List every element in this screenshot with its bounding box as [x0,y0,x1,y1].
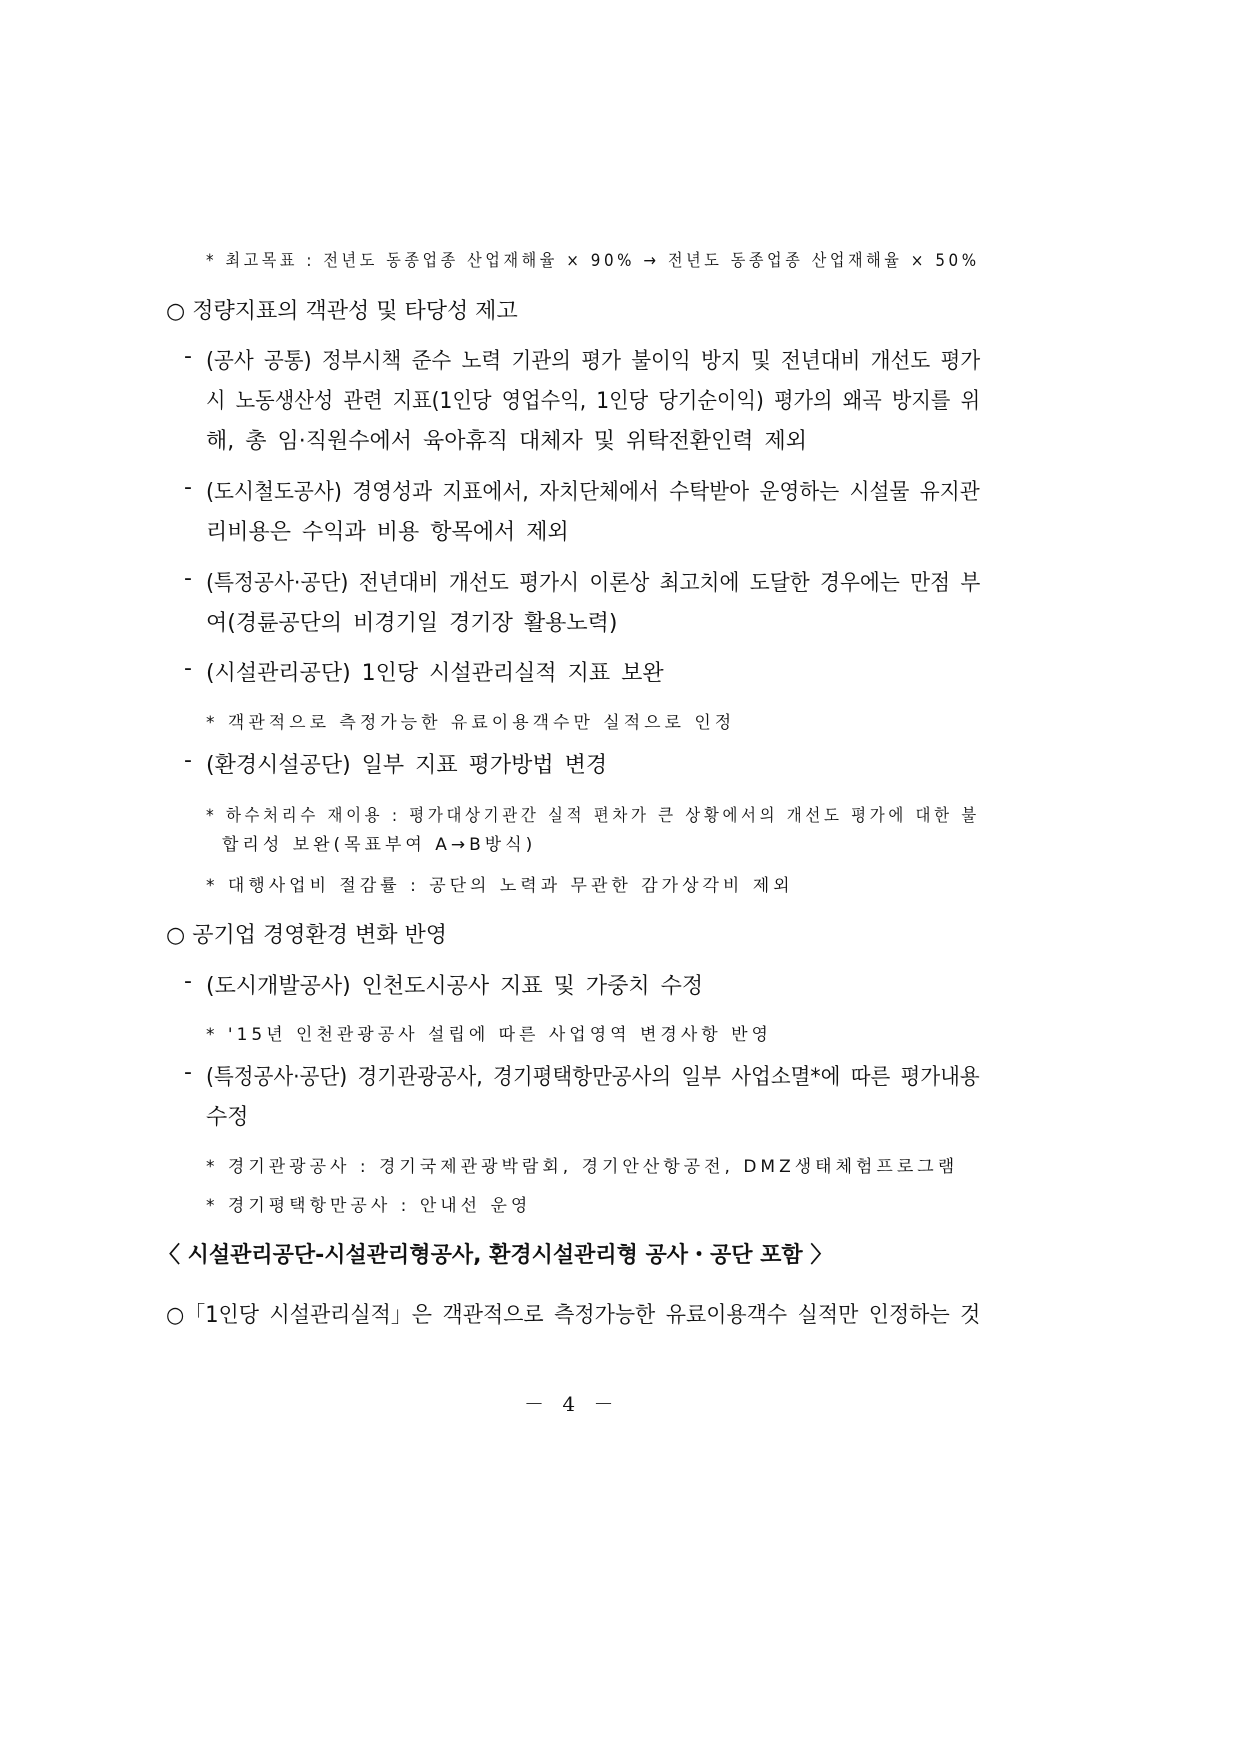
note-top-target: * 최고목표 : 전년도 동종업종 산업재해율 × 90% → 전년도 동종업종 산업재해율 × 50% [206,251,980,271]
paragraph-metro: (도시철도공사) 경영성과 지표에서, 자치단체에서 수탁받아 운영하는 시설물 유지관 [206,480,980,505]
note-facility: * 객관적으로 측정가능한 유료이용객수만 실적으로 인정 [206,713,736,733]
paragraph-facility-performance: ○「1인당 시설관리실적」은 객관적으로 측정가능한 유료이용객수 실적만 인정하는 것 [166,1303,981,1328]
note-gyeonggi-port: * 경기평택항만공사 : 안내선 운영 [206,1196,532,1216]
note-agency-cost: * 대행사업비 절감률 : 공단의 노력과 무관한 감가상각비 제외 [206,876,794,896]
section-heading-quantitative: ○ 정량지표의 객관성 및 타당성 제고 [166,299,518,324]
paragraph-gyeonggi: (특정공사·공단) 경기관광공사, 경기평택항만공사의 일부 사업소멸*에 따른 평가내용 [206,1065,980,1090]
paragraph-environment: (환경시설공단) 일부 지표 평가방법 변경 [206,753,608,778]
dash-marker: - [184,969,192,994]
note-incheon: * '15년 인천관광공사 설립에 따른 사업영역 변경사항 반영 [206,1025,772,1045]
paragraph-special-cont: 여(경륜공단의 비경기일 경기장 활용노력) [206,611,618,636]
subsection-header: 〈 시설관리공단-시설관리형공사, 환경시설관리형 공사・공단 포함 〉 [158,1243,833,1268]
dash-marker: - [184,475,192,500]
note-sewage-cont: 합리성 보완(목표부여 A→B방식) [222,835,537,855]
dash-marker: - [184,344,192,369]
paragraph-common-cont1: 시 노동생산성 관련 지표(1인당 영업수익, 1인당 당기순이익) 평가의 왜곡 방지를 위 [206,389,981,414]
paragraph-facility: (시설관리공단) 1인당 시설관리실적 지표 보완 [206,661,664,686]
paragraph-common-cont2: 해, 총 임·직원수에서 육아휴직 대체자 및 위탁전환인력 제외 [206,429,807,454]
paragraph-metro-cont: 리비용은 수익과 비용 항목에서 제외 [206,520,569,545]
note-gyeonggi-tourism: * 경기관광공사 : 경기국제관광박람회, 경기안산항공전, DMZ생태체험프로그램 [206,1157,959,1177]
dash-marker: - [184,1060,192,1085]
note-sewage: * 하수처리수 재이용 : 평가대상기관간 실적 편차가 큰 상황에서의 개선도 평가에 대한 불 [206,806,980,826]
page-number: － 4 － [524,1392,620,1416]
paragraph-gyeonggi-cont: 수정 [206,1105,249,1130]
paragraph-urban-dev: (도시개발공사) 인천도시공사 지표 및 가중치 수정 [206,974,704,999]
dash-marker: - [184,748,192,773]
dash-marker: - [184,566,192,591]
dash-marker: - [184,656,192,681]
paragraph-special: (특정공사·공단) 전년대비 개선도 평가시 이론상 최고치에 도달한 경우에는 만점 부 [206,571,981,596]
section-heading-environment-change: ○ 공기업 경영환경 변화 반영 [166,923,447,948]
paragraph-common: (공사 공통) 정부시책 준수 노력 기관의 평가 불이익 방지 및 전년대비 개선도 평가 [206,349,981,374]
